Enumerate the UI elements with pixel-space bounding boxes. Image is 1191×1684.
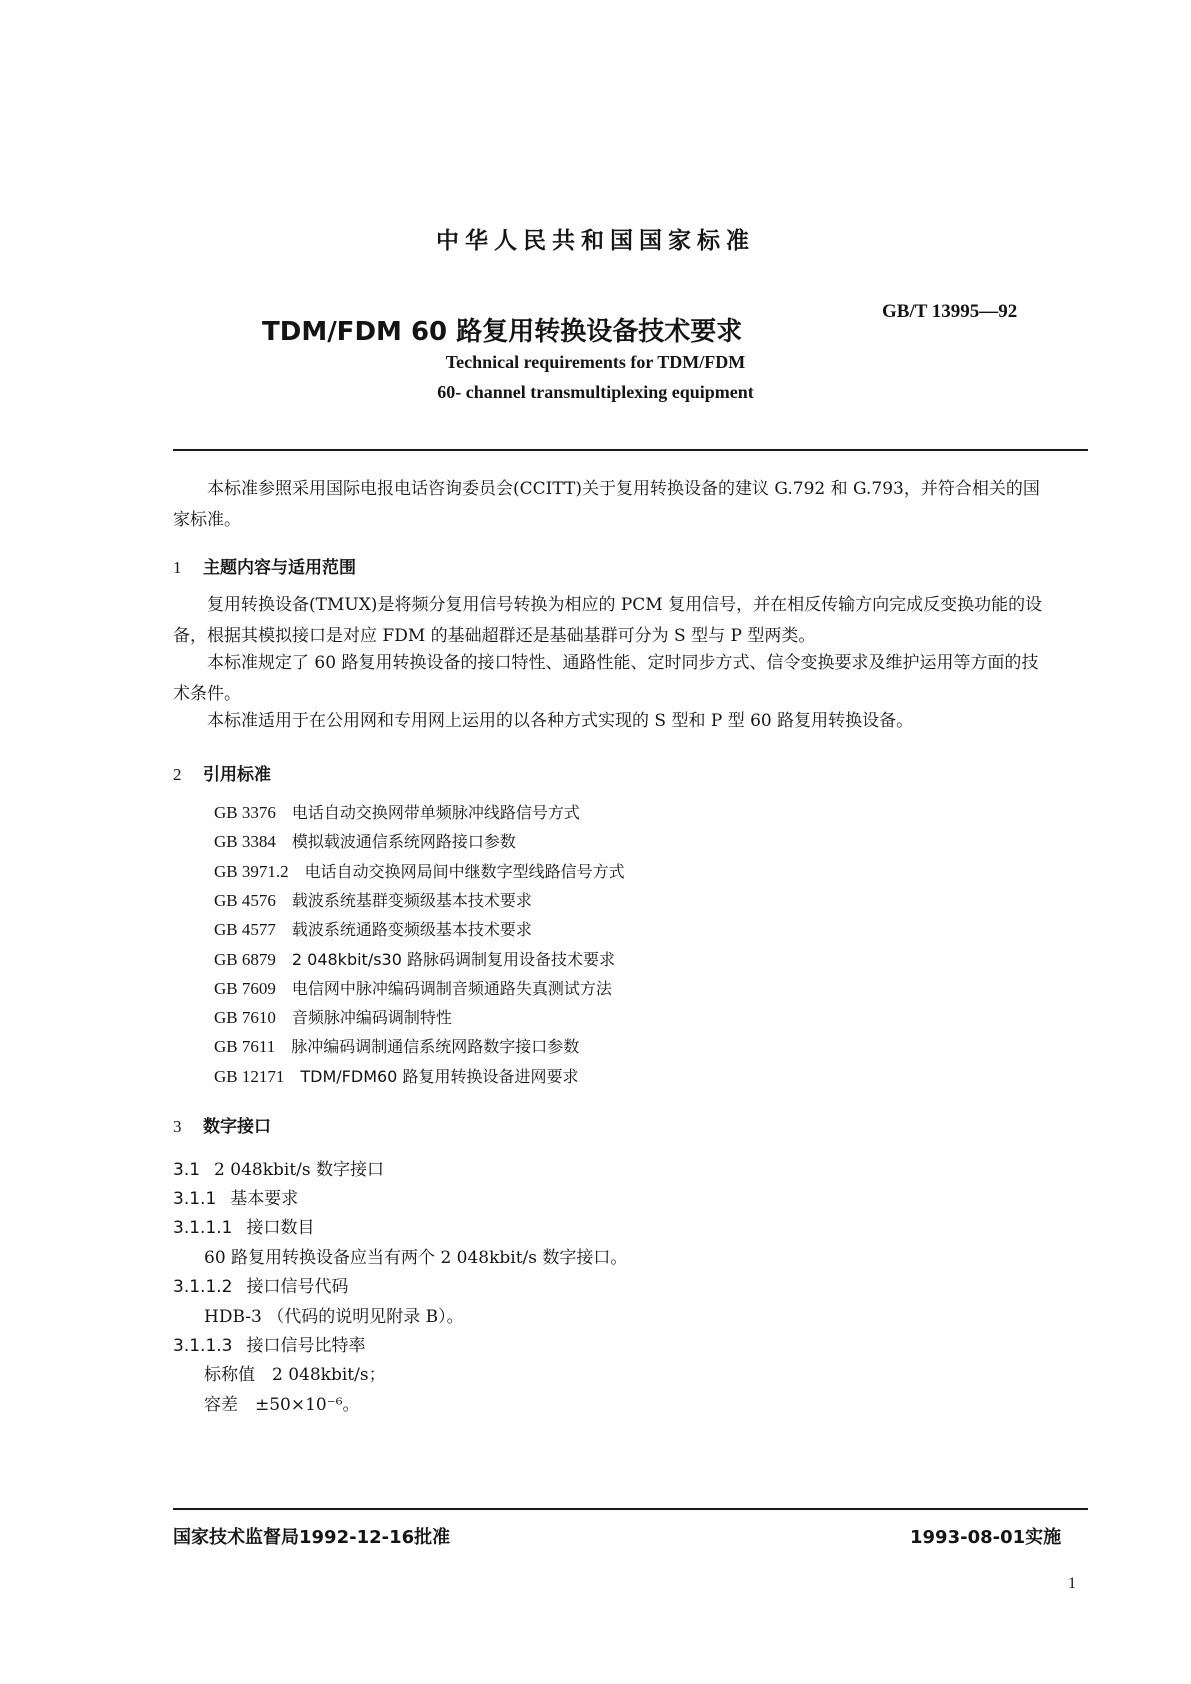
reference-code: GB 3384 — [214, 832, 276, 852]
reference-title: 电话自动交换网带单频脉冲线路信号方式 — [291, 803, 580, 822]
reference-code: GB 7610 — [214, 1008, 276, 1028]
reference-code: GB 7611 — [214, 1037, 276, 1057]
implementation-date: 1993-08-01实施 — [910, 1527, 1062, 1548]
reference-standard-row — [214, 800, 580, 823]
section-1-heading: 1 主题内容与适用范围 — [173, 558, 356, 578]
header-divider — [173, 449, 1088, 451]
reference-code: GB 3971.2 — [214, 861, 289, 881]
standard-number: GB/T 13995—92 — [882, 301, 1018, 322]
reference-title: 模拟载波通信系统网路接口参数 — [291, 832, 516, 852]
reference-code: GB 3376 — [214, 803, 276, 822]
section-1-paragraph-2: 本标准规定了 60 路复用转换设备的接口特性、通路性能、定时同步方式、信令变换要求及维护运用等方面的技术条件。 — [173, 653, 1039, 704]
clause-3-1-1-1-body: 60 路复用转换设备应当有两个 2 048kbit/s 数字接口。 — [204, 1248, 628, 1268]
reference-standard-row — [214, 1034, 579, 1057]
reference-standard-row — [214, 859, 625, 882]
section-1-paragraph-1: 复用转换设备(TMUX)是将频分复用信号转换为相应的 PCM 复用信号，并在相反传输方向完成反变换功能的设备，根据其模拟接口是对应 FDM 的基础超群还是基础基群可分为 S 型与 P 型两类。 — [173, 595, 1043, 646]
approval-line: 国家技术监督局1992-12-16批准 — [173, 1527, 451, 1548]
reference-title: 载波系统基群变频级基本技术要求 — [291, 890, 532, 910]
section-2-heading: 2 引用标准 — [173, 765, 271, 785]
reference-standard-row — [214, 976, 612, 999]
clause-3-1-1-3: 3.1.1.3 接口信号比特率 — [173, 1336, 366, 1356]
reference-title: 音频脉冲编码调制特性 — [291, 1008, 452, 1028]
reference-title: 2 048kbit/s30 路脉码调制复用设备技术要求 — [291, 949, 615, 969]
reference-standard-row — [214, 1005, 452, 1028]
reference-title: 载波系统通路变频级基本技术要求 — [291, 920, 532, 940]
reference-code: GB 12171 — [214, 1066, 285, 1086]
reference-code: GB 4577 — [214, 920, 276, 940]
section-1-paragraph-3: 本标准适用于在公用网和专用网上运用的以各种方式实现的 S 型和 P 型 60 路复用转换设备。 — [207, 711, 914, 731]
clause-3-1: 3.1 2 048kbit/s 数字接口 — [173, 1160, 385, 1180]
tolerance-value: 容差 ±50×10⁻⁶。 — [204, 1395, 360, 1415]
reference-code: GB 6879 — [214, 949, 276, 969]
reference-code: GB 7609 — [214, 978, 276, 998]
clause-3-1-1-2-body: HDB-3 （代码的说明见附录 B）。 — [204, 1307, 464, 1327]
reference-standard-row — [214, 947, 615, 970]
document-title: TDM/FDM 60 路复用转换设备技术要求 — [262, 317, 743, 347]
nominal-value: 标称值 2 048kbit/s； — [204, 1365, 386, 1385]
section-3-heading: 3 数字接口 — [173, 1117, 271, 1137]
clause-3-1-1: 3.1.1 基本要求 — [173, 1189, 299, 1209]
reference-standard-row — [214, 888, 532, 911]
reference-standard-row — [214, 1064, 578, 1087]
reference-title: 电信网中脉冲编码调制音频通路失真测试方法 — [291, 978, 612, 998]
reference-title: 脉冲编码调制通信系统网路数字接口参数 — [291, 1037, 580, 1057]
intro-paragraph: 本标准参照采用国际电报电话咨询委员会(CCITT)关于复用转换设备的建议 G.792 和 G.793，并符合相关的国家标准。 — [173, 479, 1040, 530]
clause-3-1-1-2: 3.1.1.2 接口信号代码 — [173, 1277, 349, 1297]
reference-standard-row — [214, 917, 532, 940]
english-title-line1: Technical requirements for TDM/FDM — [445, 352, 746, 372]
reference-title: 电话自动交换网局间中继数字型线路信号方式 — [304, 861, 625, 881]
footer-divider — [173, 1508, 1088, 1510]
reference-standard-row — [214, 829, 516, 852]
clause-3-1-1-1: 3.1.1.1 接口数目 — [173, 1218, 315, 1238]
reference-code: GB 4576 — [214, 890, 276, 910]
national-standard-heading: 中华人民共和国国家标准 — [436, 228, 755, 254]
reference-title: TDM/FDM60 路复用转换设备进网要求 — [300, 1066, 579, 1086]
page-number: 1 — [1068, 1575, 1076, 1592]
english-title-line2: 60- channel transmultiplexing equipment — [437, 382, 754, 402]
